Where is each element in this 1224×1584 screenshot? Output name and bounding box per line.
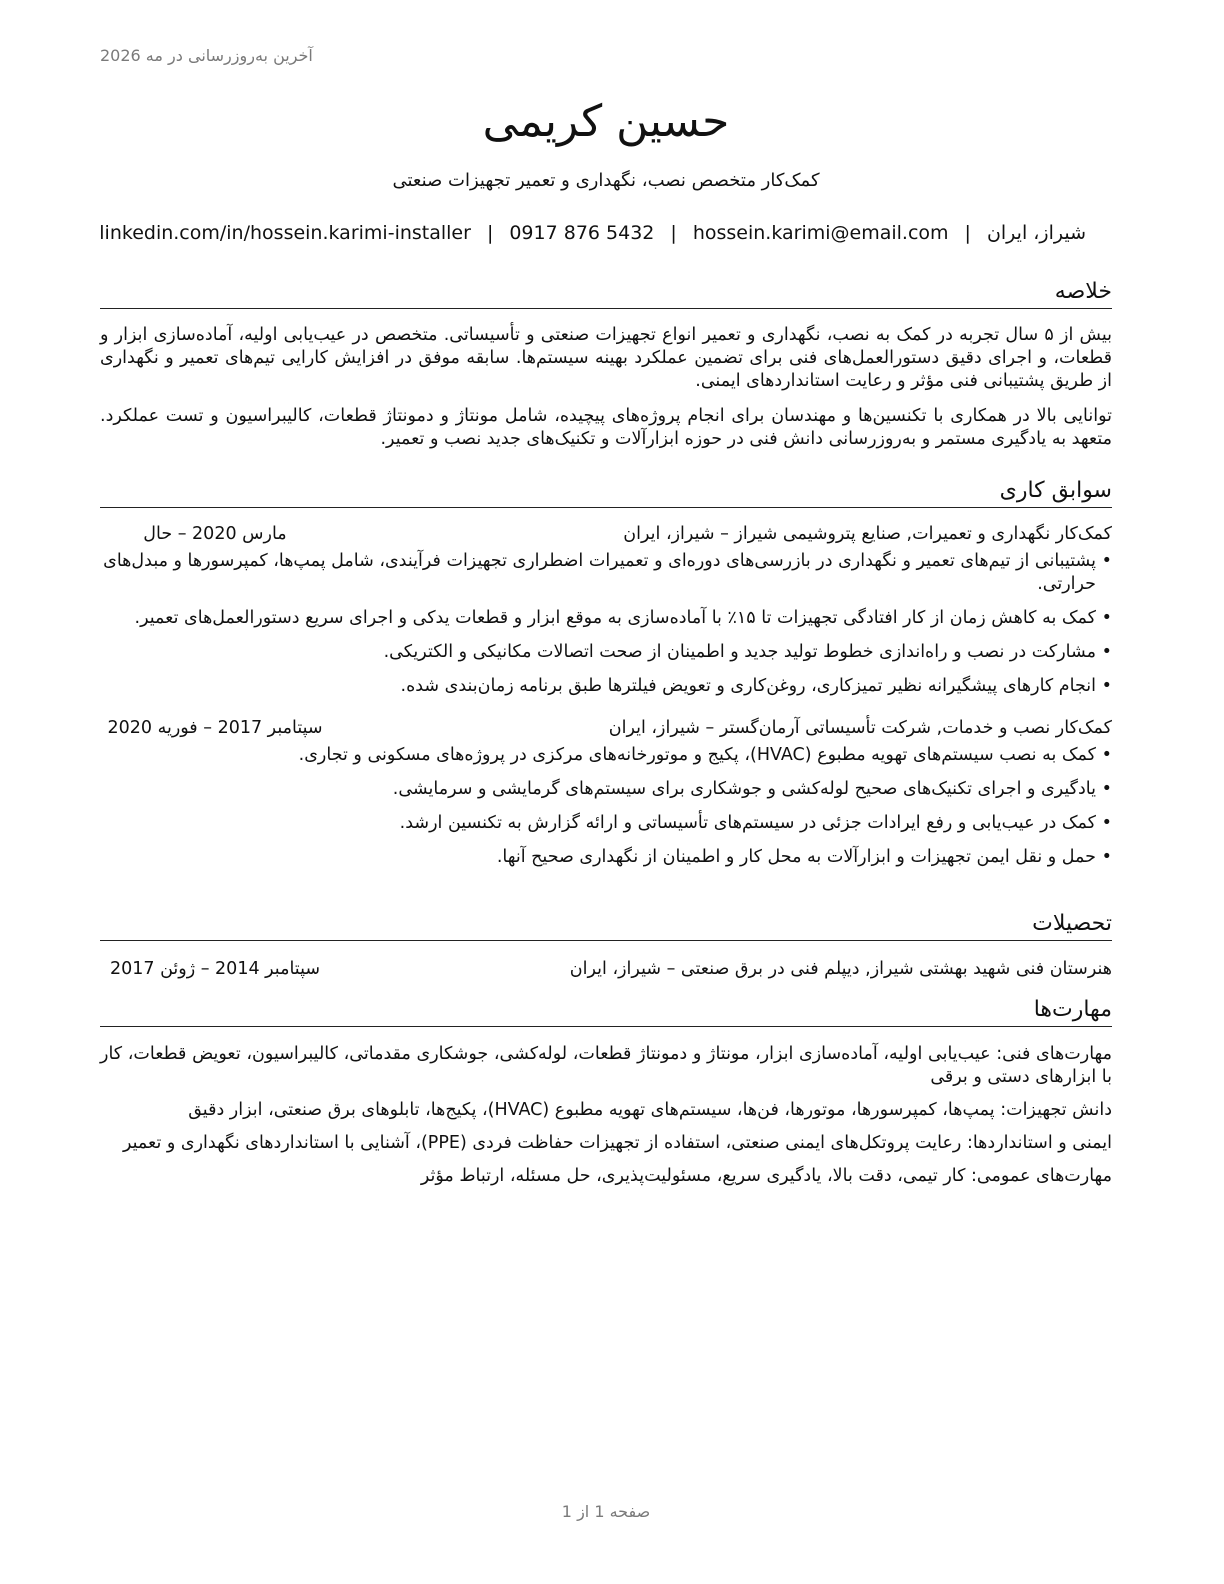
resume-page bbox=[100, 0, 1112, 1584]
education-title: تحصیلات bbox=[100, 910, 1112, 941]
education-entry bbox=[100, 957, 1112, 981]
summary-section bbox=[100, 278, 1112, 451]
job-bullet: • پشتیبانی از تیم‌های تعمیر و نگهداری در بازرسی‌های دوره‌ای و تعمیرات اضطراری تجهیزات فرآیندی، شامل پمپ‌ها، کمپرسورها و مبدل‌های حرارتی. bbox=[100, 550, 1112, 596]
contact-email[interactable]: hossein.karimi@email.com bbox=[692, 222, 949, 244]
job-dates: سپتامبر 2017 – فوریه 2020 bbox=[107, 718, 323, 738]
summary-paragraph: توانایی بالا در همکاری با تکنسین‌ها و مهندسان برای انجام پروژه‌های پیچیده، شامل مونتاژ و دمونتاژ قطعات، کالیبراسیون و تست عملکرد. متعهد به یادگیری مستمر و به‌روزرسانی دانش فنی در حوزه ابزارآلات و تکنیک‌های جدید نصب و تعمیر. bbox=[100, 406, 1112, 449]
education-dates: سپتامبر 2014 – ژوئن 2017 bbox=[109, 959, 321, 979]
job-bullet: • یادگیری و اجرای تکنیک‌های صحیح لوله‌کشی و جوشکاری برای سیستم‌های گرمایشی و سرمایشی. bbox=[100, 778, 1112, 801]
candidate-name: حسین کریمی bbox=[482, 96, 730, 147]
contact-linkedin[interactable]: linkedin.com/in/hossein.karimi-installer bbox=[99, 222, 471, 244]
skills-section bbox=[100, 996, 1112, 1198]
job-bullet: • کمک به نصب سیستم‌های تهویه مطبوع (HVAC)، پکیج و موتورخانه‌های مرکزی در پروژه‌های مسکونی و تجاری. bbox=[100, 744, 1112, 767]
skill-line: مهارت‌های عمومی: کار تیمی، دقت بالا، یادگیری سریع، مسئولیت‌پذیری، حل مسئله، ارتباط مؤثر bbox=[420, 1166, 1112, 1186]
experience-title: سوابق کاری bbox=[100, 477, 1112, 508]
job-bullet: • حمل و نقل ایمن تجهیزات و ابزارآلات به محل کار و اطمینان از نگهداری صحیح آنها. bbox=[100, 846, 1112, 869]
skill-line: دانش تجهیزات: پمپ‌ها، کمپرسورها، موتورها، فن‌ها، سیستم‌های تهویه مطبوع (HVAC)، پکیج‌ها، تابلوهای برق صنعتی، ابزار دقیق bbox=[188, 1100, 1112, 1120]
job-bullet: • کمک در عیب‌یابی و رفع ایرادات جزئی در سیستم‌های تأسیساتی و ارائه گزارش به تکنسین ارشد. bbox=[100, 812, 1112, 835]
education-heading: هنرستان فنی شهید بهشتی شیراز, دیپلم فنی در برق صنعتی – شیراز، ایران bbox=[569, 959, 1112, 979]
job-bullet: • مشارکت در نصب و راه‌اندازی خطوط تولید جدید و اطمینان از صحت اتصالات مکانیکی و الکتریکی. bbox=[100, 641, 1112, 664]
contact-separator: | bbox=[964, 222, 971, 244]
job-entry bbox=[100, 522, 1112, 698]
education-section bbox=[100, 910, 1112, 981]
job-heading: کمک‌کار نصب و خدمات, شرکت تأسیساتی آرمان‌گستر – شیراز، ایران bbox=[608, 718, 1112, 738]
contact-line bbox=[99, 222, 1086, 244]
job-bullet: • انجام کارهای پیشگیرانه نظیر تمیزکاری، روغن‌کاری و تعویض فیلترها طبق برنامه زمان‌بندی شده. bbox=[100, 675, 1112, 698]
contact-separator: | bbox=[486, 222, 494, 244]
page-number-footer: صفحه 1 از 1 bbox=[561, 1502, 651, 1521]
skill-line: ایمنی و استانداردها: رعایت پروتکل‌های ایمنی صنعتی، استفاده از تجهیزات حفاظت فردی (PPE)، آشنایی با استانداردهای نگهداری و تعمیر bbox=[122, 1133, 1112, 1153]
job-bullets bbox=[100, 744, 1112, 869]
job-bullets bbox=[100, 550, 1112, 698]
job-dates: مارس 2020 – حال bbox=[143, 524, 287, 544]
job-header bbox=[100, 716, 1112, 740]
candidate-tagline: کمک‌کار متخصص نصب، نگهداری و تعمیر تجهیزات صنعتی bbox=[392, 170, 820, 191]
experience-section bbox=[100, 477, 1112, 880]
skill-line: مهارت‌های فنی: عیب‌یابی اولیه، آماده‌سازی ابزار، مونتاژ و دمونتاژ قطعات، لوله‌کشی، جوشکاری مقدماتی، کالیبراسیون، تعویض قطعات، کار با ابزارهای دستی و برقی bbox=[100, 1044, 1112, 1087]
job-header bbox=[100, 522, 1112, 546]
job-bullet: • کمک به کاهش زمان از کار افتادگی تجهیزات تا ۱۵٪ با آماده‌سازی به موقع ابزار و قطعات یدکی و اجرای سریع دستورالعمل‌های تعمیر. bbox=[100, 607, 1112, 630]
summary-title: خلاصه bbox=[100, 278, 1112, 309]
contact-phone[interactable]: 0917 876 5432 bbox=[509, 222, 655, 244]
contact-location: شیراز، ایران bbox=[986, 222, 1086, 244]
skills-title: مهارت‌ها bbox=[100, 996, 1112, 1027]
job-entry bbox=[100, 716, 1112, 869]
contact-separator: | bbox=[670, 222, 677, 244]
summary-paragraph: بیش از ۵ سال تجربه در کمک به نصب، نگهداری و تعمیر انواع تجهیزات صنعتی و تأسیساتی. متخصص در عیب‌یابی اولیه، آماده‌سازی ابزار و قطعات، و اجرای دقیق دستورالعمل‌های فنی برای تضمین عملکرد بهینه سیستم‌ها. سابقه موفق در افزایش کارایی تیم‌های تعمیر و نگهداری از طریق پشتیبانی فنی مؤثر و رعایت استانداردهای ایمنی. bbox=[100, 325, 1112, 391]
skills-list bbox=[100, 1043, 1112, 1188]
job-heading: کمک‌کار نگهداری و تعمیرات, صنایع پتروشیمی شیراز – شیراز، ایران bbox=[623, 524, 1112, 544]
last-updated-note: آخرین به‌روزرسانی در مه 2026 bbox=[100, 46, 313, 65]
